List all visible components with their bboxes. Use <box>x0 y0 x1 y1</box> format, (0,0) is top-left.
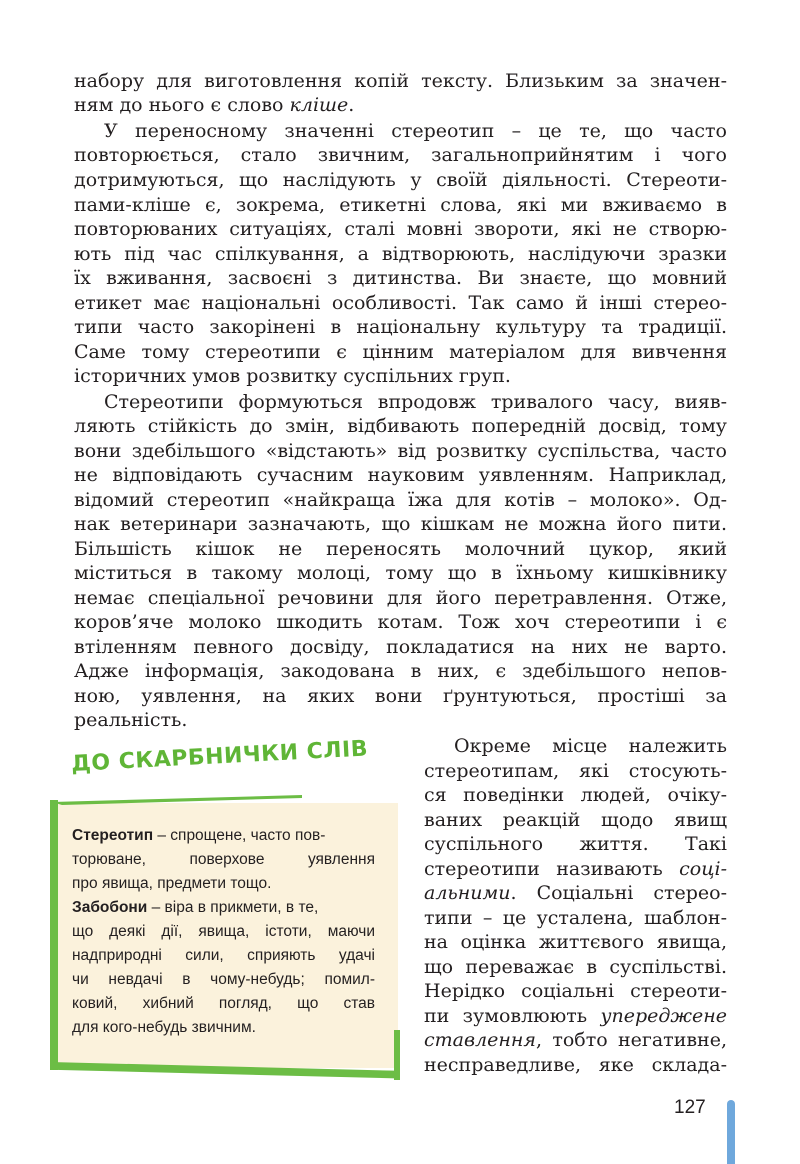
text-fragment: ням до нього є слово <box>74 94 290 116</box>
vocab-line <box>72 825 375 847</box>
text-line: нак ветеринари зазначають, що кішкам не можна його пити. <box>74 513 727 535</box>
vocab-line: ковий, хибний погляд, що став <box>72 995 375 1012</box>
text-line <box>424 1005 727 1027</box>
text-line: стереотипам, які стосують- <box>424 760 727 782</box>
text-line: повторюється, стало звичним, загальноприйнятим і чого <box>74 144 727 166</box>
text-line: втіленням певного досвіду, покладатися на них не варто. <box>74 636 727 658</box>
text-fragment: , тобто негативне, <box>536 1029 727 1051</box>
text-line: на оцінка життєвого явища, <box>424 931 727 953</box>
text-line: Більшість кішок не переносять молочний цукор, який <box>74 538 727 560</box>
page-marker-bar <box>727 1100 735 1164</box>
text-line: ною, уявлення, на яких вони ґрунтуються, простіші за <box>74 685 727 707</box>
text-line <box>424 1029 727 1051</box>
text-line: що переважає в суспільстві. <box>424 956 727 978</box>
text-line: не відповідають сучасним науковим уявленням. Наприклад, <box>74 464 727 486</box>
text-line: реальність. <box>74 709 188 731</box>
text-fragment: стереотипи називають <box>424 858 680 880</box>
text-fragment: . Соціальні стерео- <box>510 882 727 904</box>
text-line: немає спеціальної речовини для його перетравлення. Отже, <box>74 587 727 609</box>
paragraph-start: Окреме місце належить <box>454 735 727 757</box>
vocab-line: надприродні сили, сприяють удачі <box>72 947 375 964</box>
vocab-box-title: ДО СКАРБНИЧКИ СЛІВ <box>70 736 369 777</box>
vocab-line: про явища, предмети тощо. <box>72 875 272 892</box>
text-line: відомий стереотип «найкраща їжа для котів – молоко». Од- <box>74 489 727 511</box>
text-line: Адже інформація, закодована в них, є здебільшого непов- <box>74 660 727 682</box>
page-number: 127 <box>674 1097 706 1118</box>
text-line: типи – це усталена, шаблон- <box>424 907 727 929</box>
italic-term: альними <box>424 882 511 904</box>
italic-term: упереджене <box>600 1005 727 1027</box>
text-line <box>424 858 727 880</box>
vocab-line: для кого-небудь звичним. <box>72 1019 256 1036</box>
text-line: типи часто закорінені в національну культуру та традиції. <box>74 316 727 338</box>
text-fragment: . <box>348 94 355 116</box>
text-line: історичних умов розвитку суспільних груп. <box>74 365 511 387</box>
vocab-line: торюване, поверхове уявлення <box>72 851 375 868</box>
text-line: ляють стійкість до змін, відбивають попередній досвід, тому <box>74 415 727 437</box>
text-line: пами-кліше є, зокрема, етикетні слова, які ми вживаємо в <box>74 194 727 216</box>
paragraph-start: Стереотипи формуються впродовж тривалого часу, вияв- <box>104 391 727 413</box>
text-line: несправедливе, яке склада- <box>424 1054 727 1076</box>
text-line <box>424 882 727 904</box>
paragraph-start: У переносному значенні стереотип – це те, що часто <box>104 120 727 142</box>
text-line: набору для виготовлення копій тексту. Близьким за значен- <box>74 70 727 92</box>
text-line: міститься в такому молоці, тому що в їхньому кишківнику <box>74 562 727 584</box>
text-line: коров’яче молоко шкодить котам. Тож хоч стереотипи і є <box>74 611 727 633</box>
vocab-line: чи невдачі в чому-небудь; помил- <box>72 971 375 988</box>
text-line: ваних реакцій щодо явищ <box>424 809 727 831</box>
text-fragment: пи зумовлюють <box>424 1005 601 1027</box>
text-line: ють під час спілкування, а відтворюють, наслідуючи зразки <box>74 243 727 265</box>
vocab-term: Забобони <box>72 899 148 916</box>
vocab-term: Стереотип <box>72 827 154 844</box>
italic-term: ставлення <box>424 1029 536 1051</box>
text-line: їх вживання, засвоєні з дитинства. Ви знаєте, що мовний <box>74 267 727 289</box>
italic-term: соці- <box>679 858 727 880</box>
text-line: ся поведінки людей, очіку- <box>424 784 727 806</box>
vocab-definition: – віра в прикмети, в те, <box>147 899 319 916</box>
text-line: вони здебільшого «відстають» від розвитку суспільства, часто <box>74 440 727 462</box>
text-line: дотримуються, що наслідують у своїй діяльності. Стереоти- <box>74 169 727 191</box>
text-line: Нерідко соціальні стереоти- <box>424 980 727 1002</box>
text-line: суспільного життя. Такі <box>424 833 727 855</box>
text-line: Саме тому стереотипи є цінним матеріалом для вивчення <box>74 341 727 363</box>
vocab-box-right-stripe <box>394 1030 400 1080</box>
vocab-line: що деякі дії, явища, істоти, маючи <box>72 923 375 940</box>
vocab-box-left-stripe <box>50 800 58 1070</box>
vocab-definition: – спрощене, часто пов- <box>153 827 326 844</box>
italic-term: кліше <box>289 94 349 116</box>
text-line <box>74 94 727 116</box>
vocab-line <box>72 897 375 919</box>
text-line: повторюваних ситуаціях, сталі мовні звороти, які не створю- <box>74 218 727 240</box>
text-line: етикет має національні особливості. Так само й інші стерео- <box>74 292 727 314</box>
